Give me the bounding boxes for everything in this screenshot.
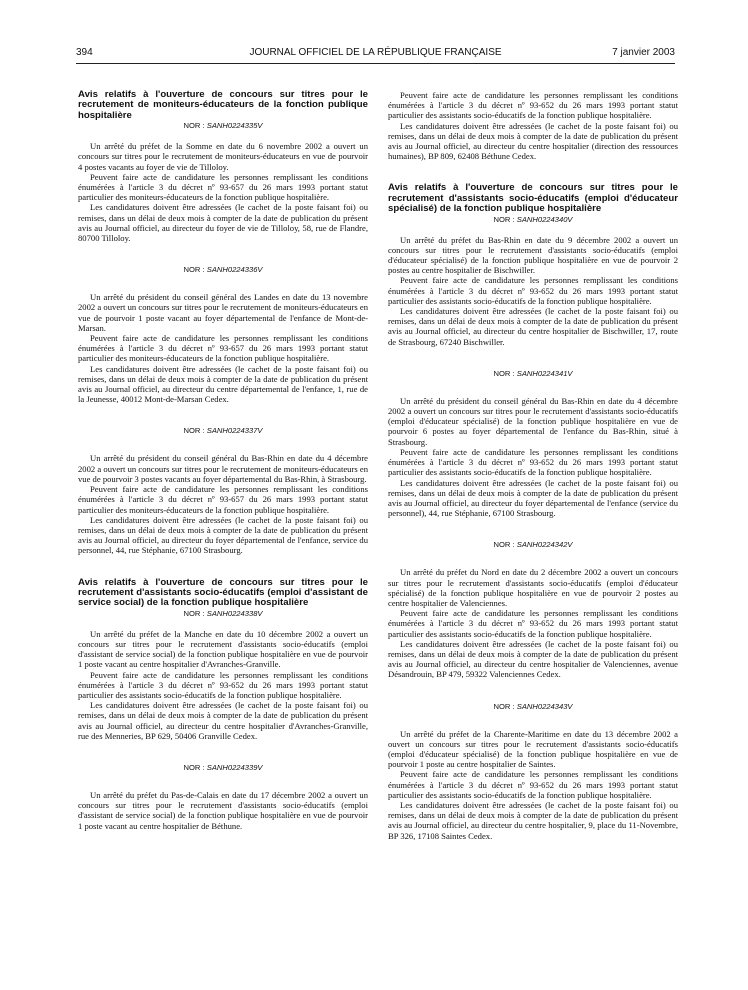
- notice-title: Avis relatifs à l'ouverture de concours sur titres pour le recrutement de moniteurs-éducateurs de la fonction publique hospitalière: [78, 89, 368, 121]
- paragraph: Les candidatures doivent être adressées (le cachet de la poste faisant foi) ou remises, dans un délai de deux mois à compter de la date de publication du présent avis au Journal officiel, au directeur du foyer de vie de Tilloloy, 58, rue de Flandre, 80700 Tilloloy.: [78, 202, 368, 244]
- page-number: 394: [76, 47, 93, 58]
- paragraph: Les candidatures doivent être adressées (le cachet de la poste faisant foi) ou remises, dans un délai de deux mois à compter de la date de publication du présent avis au Journal officiel, au directeur du centre hospitalier de Bischwiller, 17, route de Strasbourg, 67240 Bischwiller.: [388, 306, 678, 347]
- notice-title: Avis relatifs à l'ouverture de concours sur titres pour le recrutement d'assistants socio-éducatifs (emploi d'assistant de service social) de la fonction publique hospitalière: [78, 576, 368, 609]
- nor-reference: NOR : SANH0224335V: [183, 121, 263, 131]
- paragraph: Les candidatures doivent être adressées (le cachet de la poste faisant foi) ou remises, dans un délai de deux mois à compter de la date de publication du présent avis au Journal officiel, au directeur du centre hospitalier de Valenciennes, avenue Désandrouin, BP 479, 59322 Valenciennes Cedex.: [388, 638, 678, 680]
- paragraph: Les candidatures doivent être adressées (le cachet de la poste faisant foi) ou remises, dans un délai de deux mois à compter de la date de publication du présent avis au Journal officiel, au directeur du centre hospitalier d'Avranches-Granville, rue des Menneries, BP 629, 50406 Granville Cedex.: [78, 700, 368, 741]
- paragraph: Un arrêté du préfet de la Somme en date du 6 novembre 2002 a ouvert un concours sur titres pour le recrutement de moniteurs-éducateurs en vue de pourvoir 4 postes vacants au foyer de vie de Tilloloy.: [78, 141, 368, 172]
- paragraph: Un arrêté du préfet de la Manche en date du 10 décembre 2002 a ouvert un concours sur titres pour le recrutement d'assistants socio-éducatifs (emploi d'assistant de service social) de la fonction publique hospitalière en vue de pourvoir 1 poste vacant au centre hospitalier d'Avranches-Granville.: [78, 628, 368, 670]
- paragraph: Peuvent faire acte de candidature les personnes remplissant les conditions énumérées à l'article 3 du décret nº 93-652 du 26 mars 1993 portant statut particulier des assistants socio-éducatifs de la fonction publique hospitalière.: [388, 608, 678, 639]
- paragraph: Un arrêté du président du conseil général du Bas-Rhin en date du 4 décembre 2002 a ouvert un concours sur titres pour le recrutement d'assistants socio-éducatifs (emploi d'éducateur spécialisé) de la fonction publique hospitalière en vue de pourvoir 6 postes au foyer départemental de l'enfance du Bas-Rhin, situé à Strasbourg.: [388, 395, 678, 447]
- paragraph: Peuvent faire acte de candidature les personnes remplissant les conditions énumérées à l'article 3 du décret nº 93-652 du 26 mars 1993 portant statut particulier des assistants socio-éducatifs de la fonction publique hospitalière.: [388, 90, 678, 121]
- nor-reference: NOR : SANH0224336V: [183, 265, 263, 275]
- nor-reference: NOR : SANH0224342V: [493, 540, 573, 550]
- paragraph: Peuvent faire acte de candidature les personnes remplissant les conditions énumérées à l'article 3 du décret nº 93-652 du 26 mars 1993 portant statut particulier des assistants socio-éducatifs de la fonction publique hospitalière.: [388, 769, 678, 800]
- nor-reference: NOR : SANH0224337V: [183, 426, 263, 436]
- paragraph: Un arrêté du président du conseil général des Landes en date du 13 novembre 2002 a ouvert un concours sur titres pour le recrutement de moniteurs-éducateurs en vue de pourvoir 1 poste vacant au foyer départemental de l'enfance de Mont-de-Marsan.: [78, 292, 368, 333]
- journal-title: JOURNAL OFFICIEL DE LA RÉPUBLIQUE FRANÇAISE: [249, 47, 502, 58]
- paragraph: Peuvent faire acte de candidature les personnes remplissant les conditions énumérées à l'article 3 du décret nº 93-652 du 26 mars 1993 portant statut particulier des assistants socio-éducatifs de la fonction publique hospitalière.: [388, 446, 678, 478]
- paragraph: Les candidatures doivent être adressées (le cachet de la poste faisant foi) ou remises, dans un délai de deux mois à compter de la date de publication du présent avis au Journal officiel, au directeur du foyer départemental de l'enfance (service du personnel), 44, rue Stéphanie, 67100 Strasbourg.: [388, 477, 678, 519]
- paragraph: Un arrêté du président du conseil général du Bas-Rhin en date du 4 décembre 2002 a ouvert un concours sur titres pour le recrutement de moniteurs-éducateurs en vue de pourvoir 3 postes vacants au foyer départemental du Bas-Rhin, à Strasbourg.: [78, 453, 368, 484]
- nor-reference: NOR : SANH0224338V: [183, 608, 263, 618]
- notice-title: Avis relatifs à l'ouverture de concours sur titres pour le recrutement d'assistants socio-éducatifs (emploi d'éducateur spécialisé) de la fonction publique hospitalière: [388, 182, 678, 215]
- page-header: [76, 47, 675, 63]
- paragraph: Un arrêté du préfet du Nord en date du 2 décembre 2002 a ouvert un concours sur titres pour le recrutement d'assistants socio-éducatifs (emploi d'éducateur spécialisé) de la fonction publique hospitalière en vue de pourvoir 2 postes au centre hospitalier de Valenciennes.: [388, 567, 678, 608]
- paragraph: Les candidatures doivent être adressées (le cachet de la poste faisant foi) ou remises, dans un délai de deux mois à compter de la date de publication du présent avis au Journal officiel, au directeur du foyer départemental de l'enfance, service du personnel, 44, rue Stéphanie, 67100 Strasbourg.: [78, 514, 368, 556]
- nor-reference: NOR : SANH0224341V: [493, 368, 573, 378]
- paragraph: Peuvent faire acte de candidature les personnes remplissant les conditions énumérées à l'article 3 du décret nº 93-657 du 26 mars 1993 portant statut particulier des moniteurs-éducateurs de la fonction publique hospitalière.: [78, 171, 368, 203]
- issue-date: 7 janvier 2003: [612, 47, 675, 58]
- paragraph: Un arrêté du préfet de la Charente-Maritime en date du 13 décembre 2002 a ouvert un concours sur titres pour le recrutement d'assistants socio-éducatifs (emploi d'éducateur spécialisé) de la fonction publique hospitalière en vue de pourvoir 1 poste au centre hospitalier de Saintes.: [388, 728, 678, 770]
- paragraph: Peuvent faire acte de candidature les personnes remplissant les conditions énumérées à l'article 3 du décret nº 93-657 du 26 mars 1993 portant statut particulier des moniteurs-éducateurs de la fonction publique hospitalière.: [78, 333, 368, 364]
- paragraph: Les candidatures doivent être adressées (le cachet de la poste faisant foi) ou remises, dans un délai de deux mois à compter de la date de publication du présent avis au Journal officiel, au directeur du centre hospitalier, 9, place du 11-Novembre, BP 326, 17108 Saintes Cedex.: [388, 799, 678, 841]
- nor-reference: NOR : SANH0224343V: [493, 701, 573, 711]
- paragraph: Les candidatures doivent être adressées (le cachet de la poste faisant foi) ou remises, dans un délai de deux mois à compter de la date de publication du présent avis au Journal officiel, au directeur du centre hospitalier (direction des ressources humaines), BP 809, 62408 Béthune Cedex.: [388, 120, 678, 162]
- paragraph: Peuvent faire acte de candidature les personnes remplissant les conditions énumérées à l'article 3 du décret nº 93-657 du 26 mars 1993 portant statut particulier des moniteurs-éducateurs de la fonction publique hospitalière.: [78, 484, 368, 515]
- paragraph: Un arrêté du préfet du Pas-de-Calais en date du 17 décembre 2002 a ouvert un concours sur titres pour le recrutement d'assistants socio-éducatifs (emploi d'assistant de service social) de la fonction publique hospitalière en vue de pourvoir 1 poste vacant au centre hospitalier de Béthune.: [78, 789, 368, 831]
- paragraph: Peuvent faire acte de candidature les personnes remplissant les conditions énumérées à l'article 3 du décret nº 93-652 du 26 mars 1993 portant statut particulier des assistants socio-éducatifs de la fonction publique hospitalière.: [388, 275, 678, 306]
- header-rule: [76, 63, 675, 64]
- paragraph: Un arrêté du préfet du Bas-Rhin en date du 9 décembre 2002 a ouvert un concours sur titres pour le recrutement d'assistants socio-éducatifs (emploi d'éducateur spécialisé) de la fonction publique hospitalière en vue de pourvoir 2 postes au centre hospitalier de Bischwiller.: [388, 234, 678, 276]
- paragraph: Les candidatures doivent être adressées (le cachet de la poste faisant foi) ou remises, dans un délai de deux mois à compter de la date de publication du présent avis au Journal officiel, au directeur du centre départemental de l'enfance, 1, rue de la Jeunesse, 40012 Mont-de-Marsan Cedex.: [78, 363, 368, 405]
- right-column: [388, 90, 678, 841]
- nor-reference: NOR : SANH0224340V: [493, 214, 573, 224]
- nor-reference: NOR : SANH0224339V: [183, 762, 263, 772]
- paragraph: Peuvent faire acte de candidature les personnes remplissant les conditions énumérées à l'article 3 du décret nº 93-652 du 26 mars 1993 portant statut particulier des assistants socio-éducatifs de la fonction publique hospitalière.: [78, 669, 368, 700]
- left-column: [78, 90, 368, 831]
